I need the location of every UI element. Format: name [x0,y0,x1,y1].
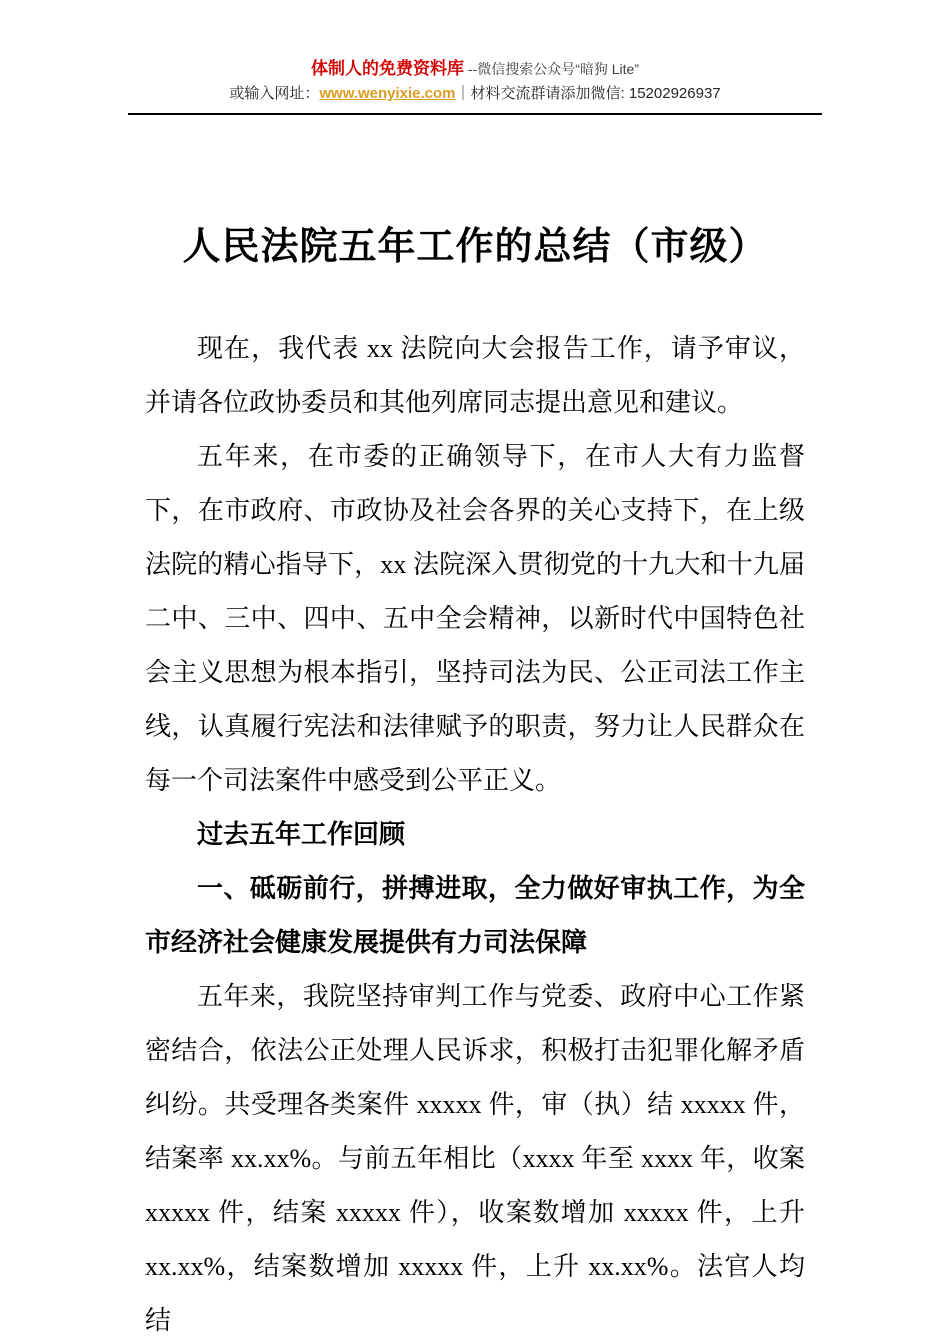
page-header [128,0,822,115]
url-prefix-label: 或输入网址： [229,85,320,102]
paragraph-statistics: 五年来，我院坚持审判工作与党委、政府中心工作紧密结合，依法公正处理人民诉求，积极打击犯罪化解矛盾纠纷。共受理各类案件 xxxxx 件，审（执）结 xxxxx 件，结案率 xx.xx%。与前五年相比（xxxx 年至 xxxx 年，收案 xxxxx 件，结案 xxxxx 件），收案数增加 xxxxx 件，上升 xx.xx%，结案数增加 xxxxx 件，上升 xx.xx%。法官人均结 [145,982,805,1335]
paragraph-overview: 五年来，在市委的正确领导下，在市人大有力监督下，在市政府、市政协及社会各界的关心支持下，在上级法院的精心指导下，xx 法院深入贯彻党的十九大和十九届二中、三中、四中、五中全会精神，以新时代中国特色社会主义思想为根本指引，坚持司法为民、公正司法工作主线，认真履行宪法和法律赋予的职责，努力让人民群众在每一个司法案件中感受到公平正义。 [145,442,805,795]
document-title: 人民法院五年工作的总结（市级） [182,226,768,268]
header-line-2 [128,82,822,105]
brand-note: --微信搜索公众号“暗狗 Lite” [464,61,639,77]
document-body [145,215,805,1344]
brand-name: 体制人的免费资料库 [311,59,464,78]
website-link[interactable]: www.wenyixie.com [319,85,456,102]
section-heading-five-year-review: 过去五年工作回顾 [197,820,406,849]
paragraph-intro: 现在，我代表 xx 法院向大会报告工作，请予审议，并请各位政协委员和其他列席同志提出意见和建议。 [145,334,805,417]
section-heading-part-one: 一、砥砺前行，拼搏进取，全力做好审执工作，为全市经济社会健康发展提供有力司法保障 [145,874,805,957]
header-line-1 [128,56,822,82]
contact-info-label: ｜材料交流群请添加微信: 15202926937 [455,85,721,102]
